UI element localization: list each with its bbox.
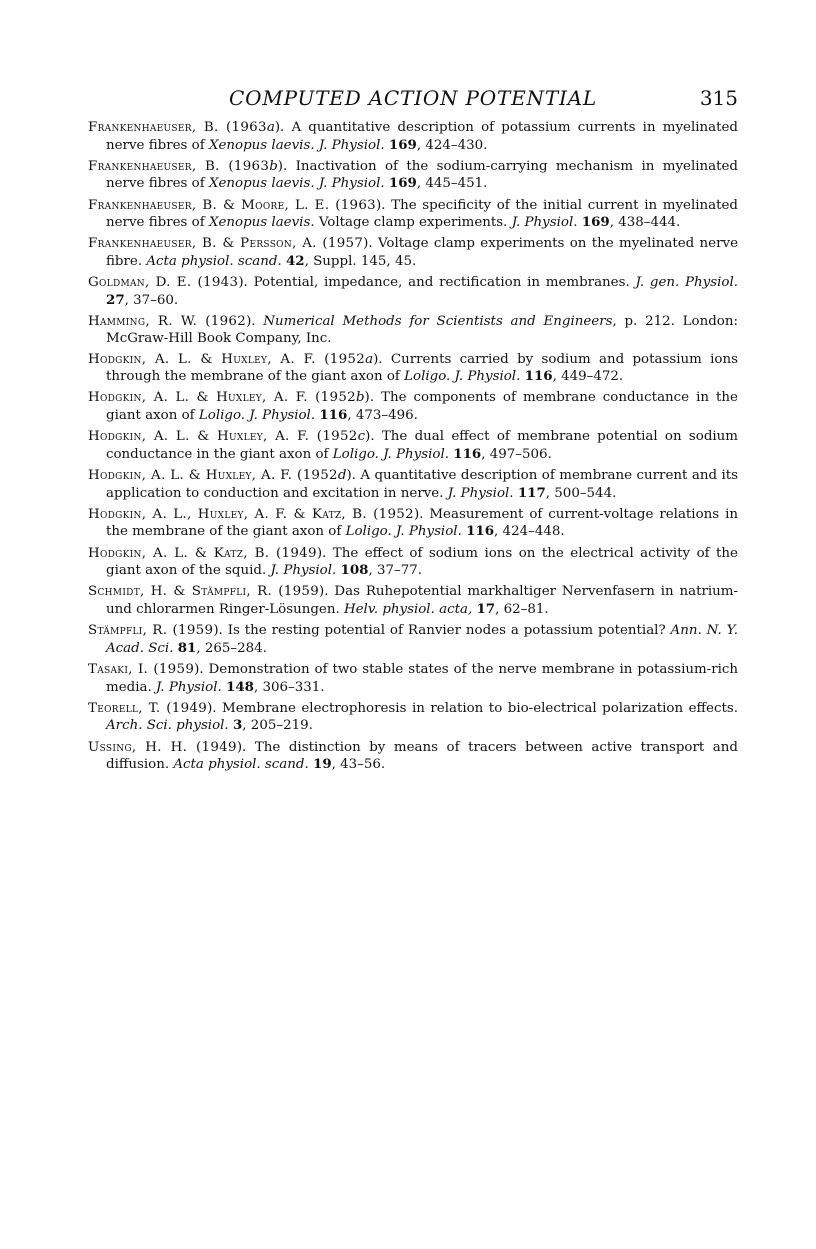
reference-list (88, 120, 738, 778)
page-header (88, 86, 738, 112)
page-number: 315 (699, 86, 738, 110)
reference-entry: Frankenhaeuser, B. & Persson, A. (1957). Voltage clamp experiments on the myelinated nerve fibre. Acta physiol. scand. 42, Suppl. 145, 45. (88, 236, 738, 269)
reference-entry: Ussing, H. H. (1949). The distinction by means of tracers between active transport and diffusion. Acta physiol. scand. 19, 43–56. (88, 739, 738, 773)
reference-entry: Frankenhaeuser, B. (1963b). Inactivation of the sodium-carrying mechanism in myelinated nerve fibres of Xenopus laevis. J. Physiol. 169, 445–451. (88, 158, 738, 192)
reference-entry: Hodgkin, A. L. & Huxley, A. F. (1952a). Currents carried by sodium and potassium ions through the membrane of the giant axon of Loligo. J. Physiol. 116, 449–472. (88, 351, 738, 385)
reference-entry: Hodgkin, A. L. & Huxley, A. F. (1952c). The dual effect of membrane potential on sodium conductance in the giant axon of Loligo. J. Physiol. 116, 497–506. (88, 429, 738, 462)
reference-entry: Goldman, D. E. (1943). Potential, impedance, and rectification in membranes. J. gen. Physiol. 27, 37–60. (88, 275, 739, 308)
reference-entry: Tasaki, I. (1959). Demonstration of two stable states of the nerve membrane in potassium-rich media. J. Physiol. 148, 306–331. (88, 661, 738, 695)
reference-entry: Schmidt, H. & Stämpfli, R. (1959). Das Ruhepotential markhaltiger Nervenfasern in natrium- und chlorarmen Ringer-Lösungen. Helv. physiol. acta, 17, 62–81. (88, 584, 738, 617)
reference-entry: Hodgkin, A. L. & Katz, B. (1949). The effect of sodium ions on the electrical activity of the giant axon of the squid. J. Physiol. 108, 37–77. (88, 545, 738, 579)
reference-entry: Teorell, T. (1949). Membrane electrophoresis in relation to bio-electrical polarization effects. Arch. Sci. physiol. 3, 205–219. (88, 700, 738, 734)
reference-entry: Hodgkin, A. L. & Huxley, A. F. (1952b). The components of membrane conductance in the giant axon of Loligo. J. Physiol. 116, 473–496. (88, 390, 738, 424)
reference-entry: Frankenhaeuser, B. & Moore, L. E. (1963). The specificity of the initial current in myelinated nerve fibres of Xenopus laevis. Voltage clamp experiments. J. Physiol. 169, 438–444. (88, 197, 738, 231)
reference-entry: Frankenhaeuser, B. (1963a). A quantitative description of potassium currents in myelinated nerve fibres of Xenopus laevis. J. Physiol. 169, 424–430. (88, 120, 738, 153)
reference-entry: Stämpfli, R. (1959). Is the resting potential of Ranvier nodes a potassium potential? Ann. N. Y. Acad. Sci. 81, 265–284. (88, 623, 738, 656)
running-title: COMPUTED ACTION POTENTIAL (229, 86, 597, 110)
reference-entry: Hodgkin, A. L., Huxley, A. F. & Katz, B. (1952). Measurement of current-voltage relations in the membrane of the giant axon of Loligo. J. Physiol. 116, 424–448. (88, 506, 738, 540)
reference-entry: Hamming, R. W. (1962). Numerical Methods for Scientists and Engineers, p. 212. London: McGraw-Hill Book Company, Inc. (88, 313, 738, 346)
reference-entry: Hodgkin, A. L. & Huxley, A. F. (1952d). A quantitative description of membrane current and its application to conduction and excitation in nerve. J. Physiol. 117, 500–544. (88, 468, 738, 501)
